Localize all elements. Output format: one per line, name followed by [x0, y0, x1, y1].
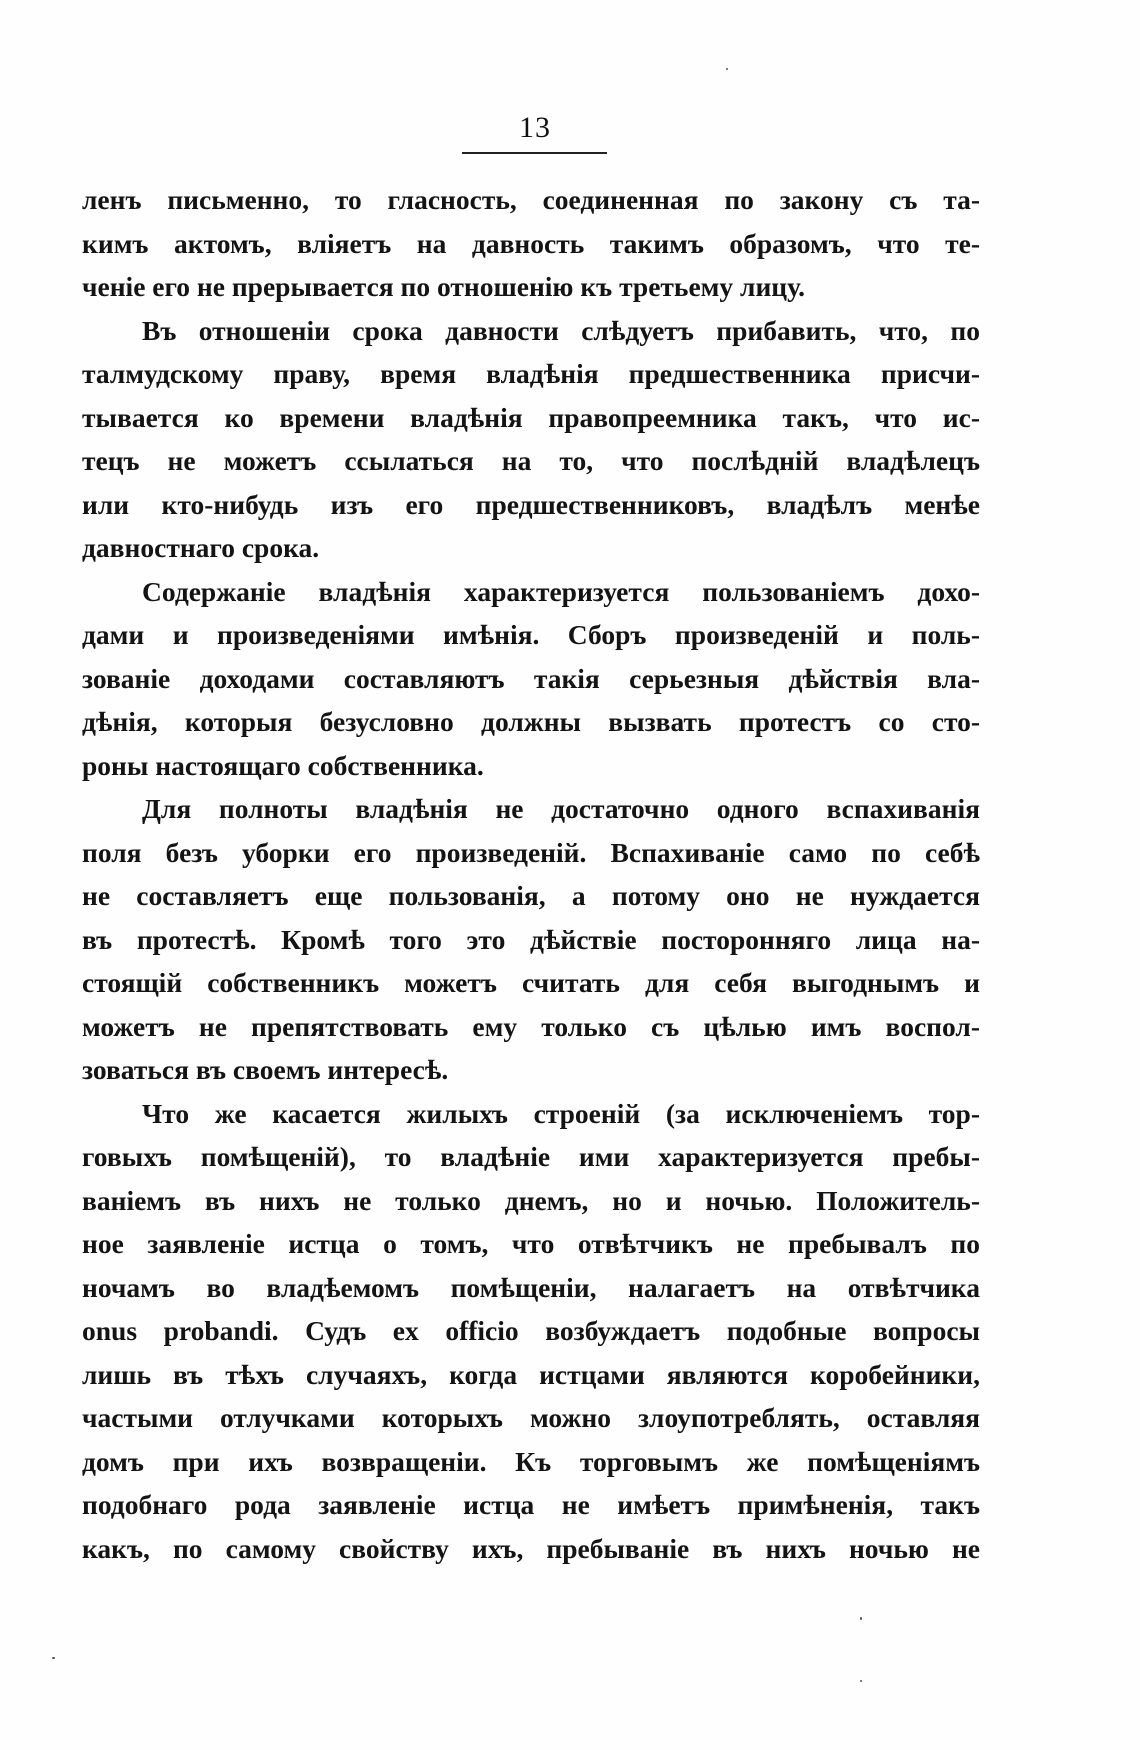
scan-speck [52, 1657, 55, 1659]
page-number: 13 [519, 111, 551, 144]
text-line: талмудскому праву, время владѣнія предшественника присчи- [82, 358, 980, 389]
text-line: домъ при ихъ возвращеніи. Къ торговымъ же помѣщеніямъ [82, 1445, 980, 1477]
text-line: Для полноты владѣнія не достаточно одного вспахиванія [142, 793, 980, 824]
paragraph [82, 570, 980, 788]
text-line: подобнаго рода заявленіе истца не имѣетъ примѣненія, такъ [82, 1489, 980, 1520]
paragraph [82, 178, 980, 309]
text-line: ваніемъ въ нихъ не только днемъ, но и ночью. Положитель- [82, 1184, 980, 1216]
text-line: ченіе его не прерывается по отношенію къ третьему лицу. [82, 271, 806, 302]
text-line: Содержаніе владѣнія характеризуется пользованіемъ дохо- [142, 575, 980, 607]
text-line: лишь въ тѣхъ случаяхъ, когда истцами являются коробейники, [82, 1358, 980, 1390]
header-rule [462, 152, 607, 154]
paragraph [82, 309, 980, 570]
text-line: въ протестѣ. Кромѣ того это дѣйствіе посторонняго лица на- [82, 923, 980, 955]
text-line: говыхъ помѣщеній), то владѣніе ими характеризуется пребы- [82, 1141, 980, 1172]
scan-speck [726, 68, 728, 70]
text-line: стоящій собственникъ можетъ считать для себя выгоднымъ и [82, 967, 980, 998]
body-text [82, 178, 980, 1570]
text-line: ночамъ во владѣемомъ помѣщеніи, налагаетъ на отвѣтчика [82, 1271, 980, 1303]
text-line: Въ отношеніи срока давности слѣдуетъ прибавить, что, по [142, 314, 980, 346]
scan-speck [860, 1680, 862, 1682]
text-line: частыми отлучками которыхъ можно злоупотреблять, оставляя [82, 1402, 980, 1433]
paragraph [82, 787, 980, 1092]
text-line: не составляетъ еще пользованія, а потому оно не нуждается [82, 880, 980, 911]
text-line: или кто-нибудь изъ его предшественниковъ, владѣлъ менѣе [82, 488, 980, 520]
text-line: зоваться въ своемъ интересѣ. [82, 1054, 449, 1085]
text-line: ленъ письменно, то гласность, соединенная по закону съ та- [82, 184, 980, 215]
text-line: давностнаго срока. [82, 532, 320, 563]
text-line: кимъ актомъ, вліяетъ на давность такимъ образомъ, что те- [82, 227, 980, 259]
paragraph [82, 1092, 980, 1571]
text-line: тецъ не можетъ ссылаться на то, что послѣдній владѣлецъ [82, 445, 980, 476]
text-line: тывается ко времени владѣнія правопреемника такъ, что ис- [82, 401, 980, 433]
page-header [460, 108, 610, 148]
text-line: onus probandi. Судъ ex officio возбуждаетъ подобные вопросы [82, 1315, 980, 1346]
text-line: можетъ не препятствовать ему только съ цѣлью имъ воспол- [82, 1010, 980, 1042]
text-line: какъ, по самому свойству ихъ, пребываніе въ нихъ ночью не [82, 1532, 980, 1564]
text-line: зованіе доходами составляютъ такія серьезныя дѣйствія вла- [82, 662, 980, 694]
text-line: дами и произведеніями имѣнія. Сборъ произведеній и поль- [82, 619, 980, 650]
text-line: поля безъ уборки его произведеній. Вспахиваніе само по себѣ [82, 836, 980, 868]
text-line: дѣнія, которыя безусловно должны вызвать протестъ со сто- [82, 706, 980, 737]
scan-speck [860, 1617, 862, 1620]
text-line: Что же касается жилыхъ строеній (за исключеніемъ тор- [142, 1097, 980, 1129]
text-line: роны настоящаго собственника. [82, 749, 484, 781]
text-line: ное заявленіе истца о томъ, что отвѣтчикъ не пребывалъ по [82, 1228, 980, 1259]
